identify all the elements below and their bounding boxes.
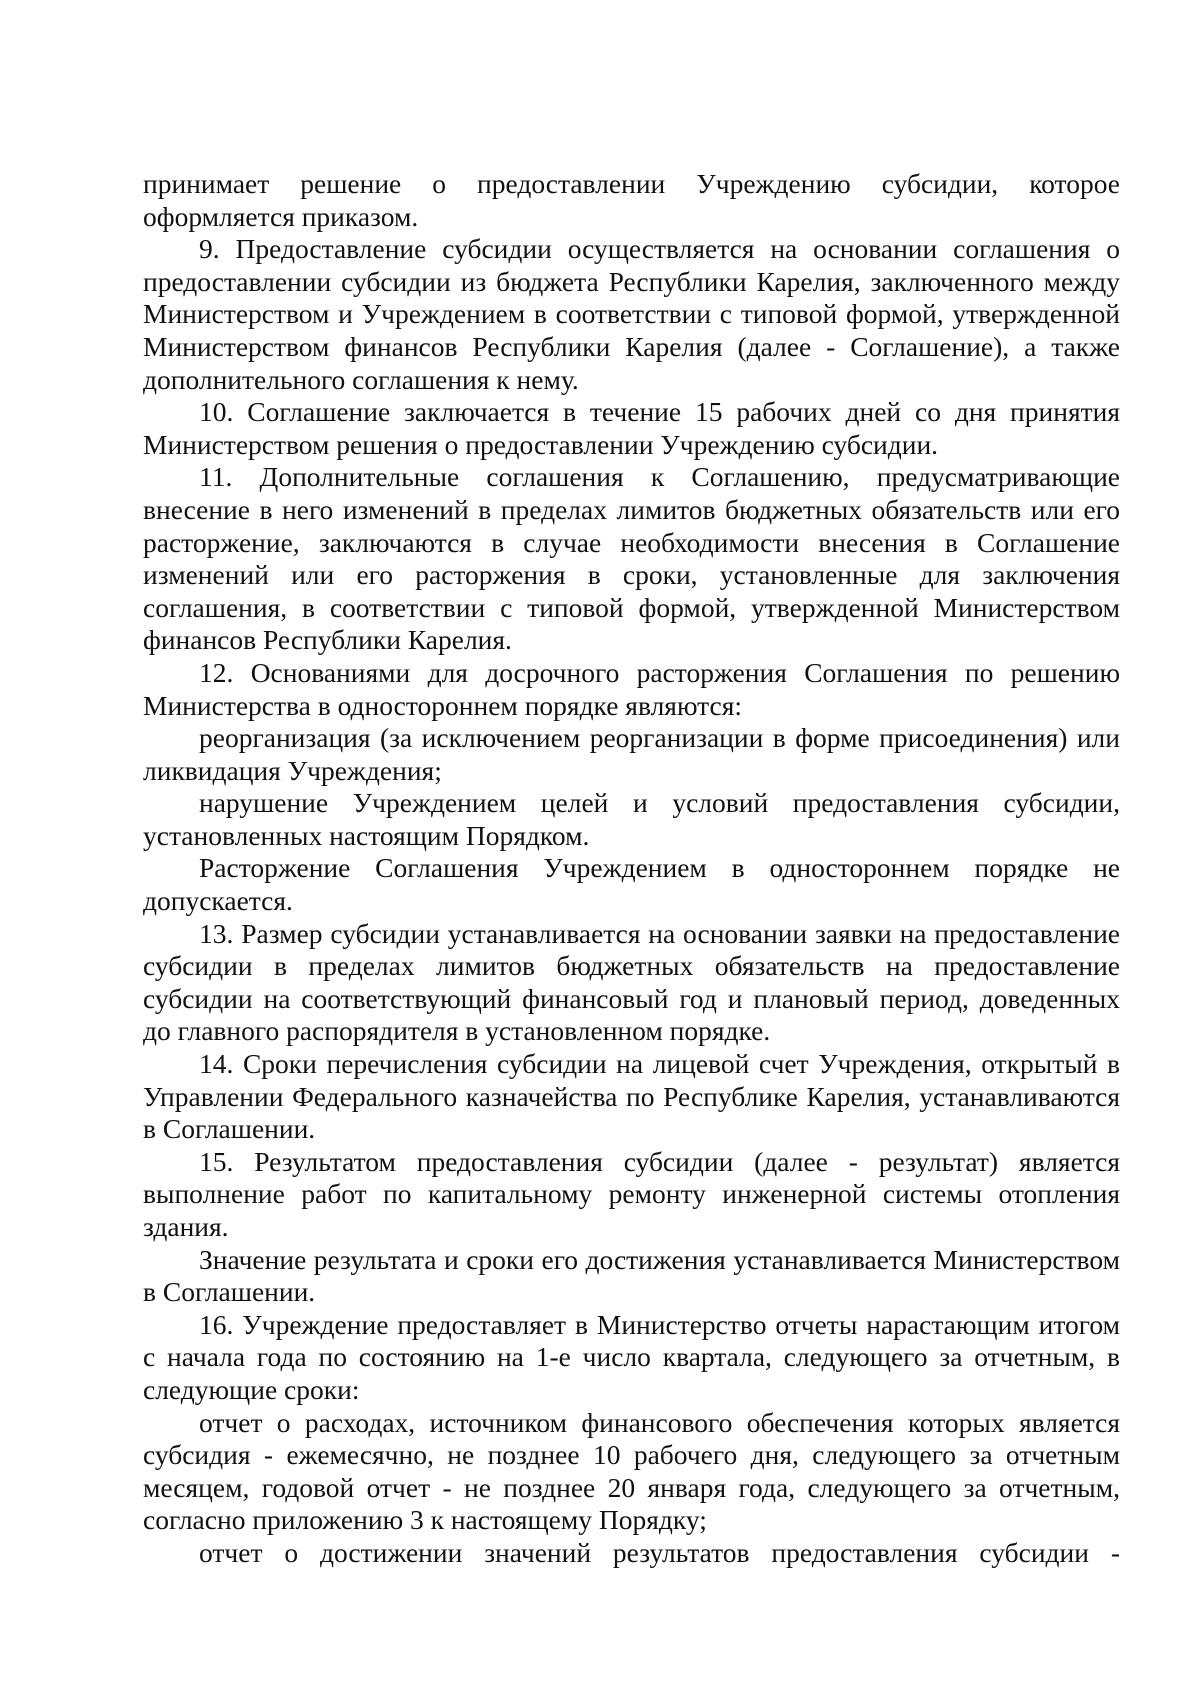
paragraph: 14. Сроки перечисления субсидии на лицевой счет Учреждения, открытый в Управлении Федерального казначейства по Республике Карелия, устанавливаются в Соглашении. — [143, 1048, 1120, 1145]
paragraph: отчет о достижении значений результатов предоставления субсидии - — [199, 1536, 1120, 1568]
paragraph: 12. Основаниями для досрочного расторжения Соглашения по решению Министерства в одностороннем порядке являются: — [143, 656, 1120, 721]
paragraph: реорганизация (за исключением реорганизации в форме присоединения) или ликвидация Учреждения; — [143, 722, 1120, 786]
paragraph: Расторжение Соглашения Учреждением в одностороннем порядке не допускается. — [143, 852, 1120, 917]
paragraph: нарушение Учреждением целей и условий предоставления субсидии, установленных настоящим Порядком. — [143, 787, 1120, 851]
paragraph: 15. Результатом предоставления субсидии (далее - результат) является выполнение работ по капитальному ремонту инженерной системы отопления здания. — [143, 1145, 1120, 1242]
paragraph: Значение результата и сроки его достижения устанавливается Министерством в Соглашении. — [143, 1243, 1120, 1308]
paragraph: принимает решение о предоставлении Учреждению субсидии, которое оформляется приказом. — [143, 168, 1120, 232]
paragraph: 13. Размер субсидии устанавливается на основании заявки на предоставление субсидии в пределах лимитов бюджетных обязательств на предоставление субсидии на соответствующий финансовый год и плановый период, доведенных до главного распорядителя в установленном порядке. — [143, 917, 1120, 1047]
paragraph: 9. Предоставление субсидии осуществляется на основании соглашения о предоставлении субсидии из бюджета Республики Карелия, заключенного между Министерством и Учреждением в соответствии с типовой формой, утвержденной Министерством финансов Республики Карелия (далее - Соглашение), а также дополнительного соглашения к нему. — [143, 233, 1120, 395]
paragraph: отчет о расходах, источником финансового обеспечения которых является субсидия - ежемесячно, не позднее 10 рабочего дня, следующего за отчетным месяцем, годовой отчет - не позднее 20 января года, следующего за отчетным, согласно приложению 3 к настоящему Порядку; — [143, 1406, 1120, 1536]
paragraph: 16. Учреждение предоставляет в Министерство отчеты нарастающим итогом с начала года по состоянию на 1-е число квартала, следующего за отчетным, в следующие сроки: — [143, 1308, 1120, 1405]
paragraph: 11. Дополнительные соглашения к Соглашению, предусматривающие внесение в него изменений в пределах лимитов бюджетных обязательств или его расторжение, заключаются в случае необходимости внесения в Соглашение изменений или его расторжения в сроки, установленные для заключения соглашения, в соответствии с типовой формой, утвержденной Министерством финансов Республики Карелия. — [143, 461, 1120, 656]
paragraph: 10. Соглашение заключается в течение 15 рабочих дней со дня принятия Министерством решения о предоставлении Учреждению субсидии. — [143, 396, 1120, 460]
